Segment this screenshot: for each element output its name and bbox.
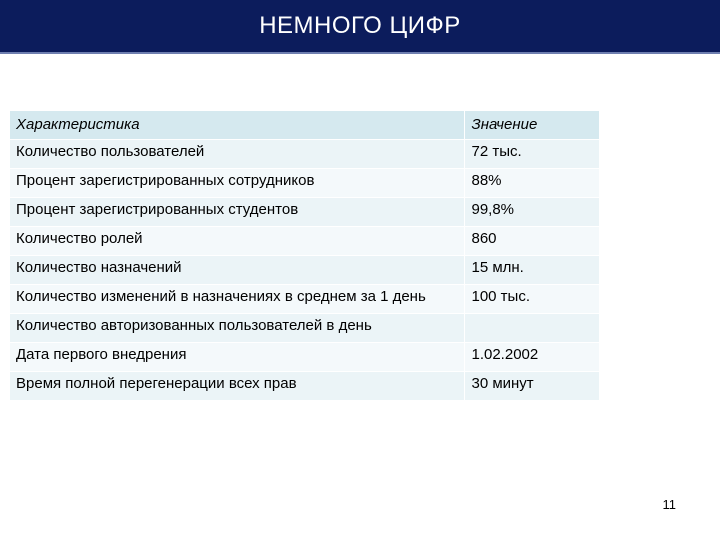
row-label: Количество пользователей [10, 140, 465, 169]
title-bar [0, 0, 720, 54]
stats-table [9, 110, 600, 401]
row-value: 100 тыс. [465, 285, 600, 314]
table-header-row [10, 111, 600, 140]
row-value: 72 тыс. [465, 140, 600, 169]
table-row [10, 140, 600, 169]
table-row [10, 198, 600, 227]
row-value: 99,8% [465, 198, 600, 227]
page-number: 11 [662, 497, 676, 512]
row-label: Время полной перегенерации всех прав [10, 372, 465, 401]
table-row [10, 285, 600, 314]
table-row [10, 372, 600, 401]
slide-title: НЕМНОГО ЦИФР [259, 12, 461, 39]
row-label: Процент зарегистрированных сотрудников [10, 169, 465, 198]
table-row [10, 343, 600, 372]
row-value [465, 314, 600, 343]
header-characteristic: Характеристика [10, 111, 465, 140]
table-row [10, 227, 600, 256]
row-label: Дата первого внедрения [10, 343, 465, 372]
row-label: Процент зарегистрированных студентов [10, 198, 465, 227]
row-value: 30 минут [465, 372, 600, 401]
row-label: Количество изменений в назначениях в среднем за 1 день [10, 285, 465, 314]
header-value: Значение [465, 111, 600, 140]
table-row [10, 314, 600, 343]
row-value: 860 [465, 227, 600, 256]
table-row [10, 169, 600, 198]
row-value: 15 млн. [465, 256, 600, 285]
row-value: 88% [465, 169, 600, 198]
row-label: Количество назначений [10, 256, 465, 285]
row-label: Количество ролей [10, 227, 465, 256]
row-value: 1.02.2002 [465, 343, 600, 372]
table-row [10, 256, 600, 285]
row-label: Количество авторизованных пользователей в день [10, 314, 465, 343]
